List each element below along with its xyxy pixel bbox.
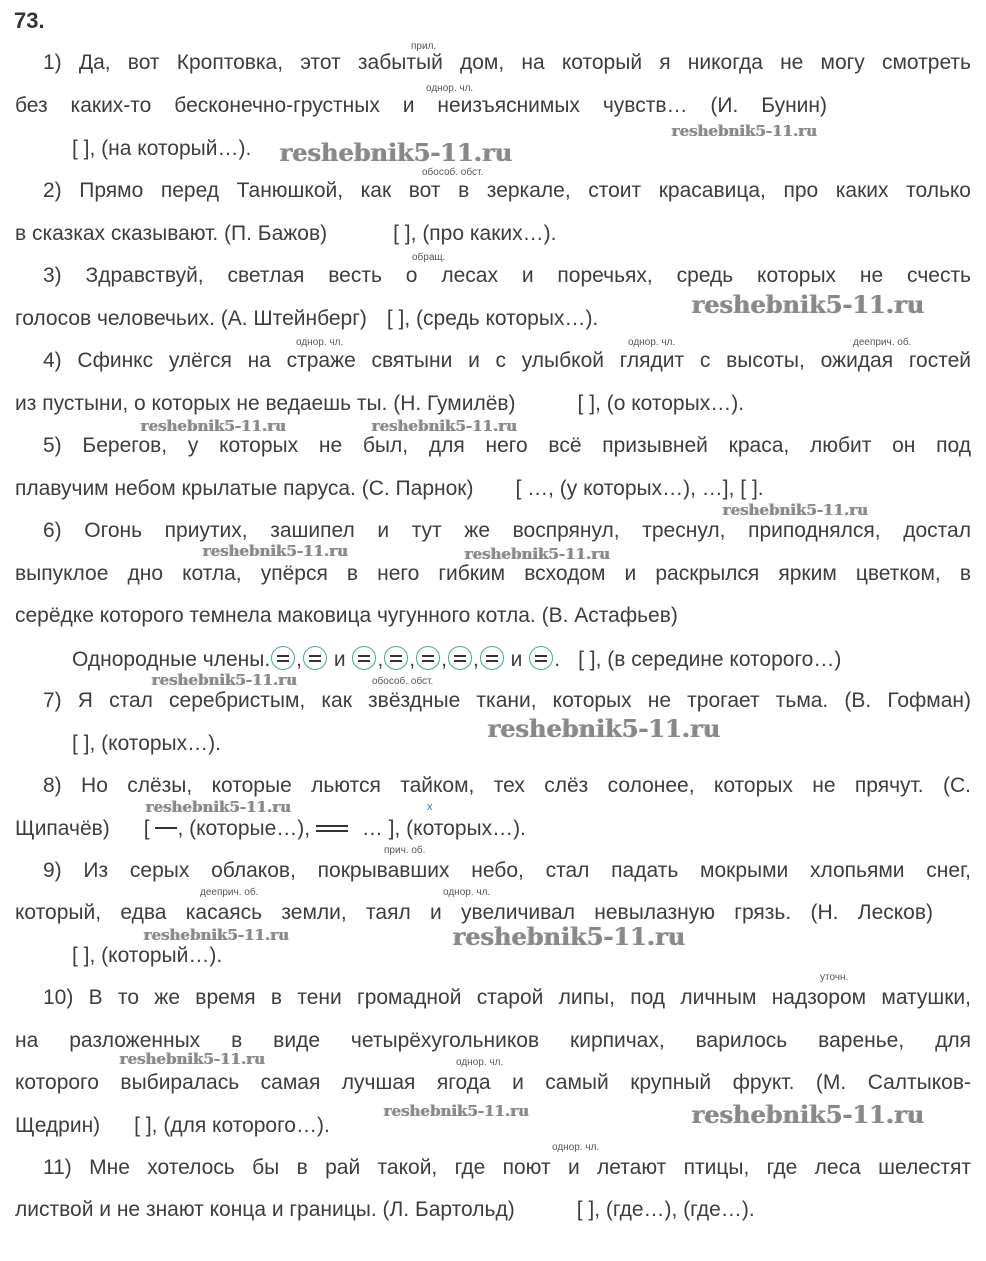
scheme-text: [ …, (у которых…), …], [ ]. — [515, 477, 764, 500]
sentence-text: плавучим небом крылатые паруса. (С. Парнок) — [15, 477, 474, 500]
sentence-text: голосов человечьих. (А. Штейнберг) — [15, 307, 367, 330]
watermark: reshebnik5-11.ru — [465, 545, 611, 563]
predicate-circle-icon — [384, 646, 408, 670]
grammar-note: однор. чл. — [296, 337, 344, 348]
predicate-circle-icon — [448, 646, 472, 670]
predicate-circle-icon — [271, 646, 295, 670]
grammar-note: обособ. обст. — [422, 167, 484, 178]
watermark: reshebnik5-11.ru — [203, 542, 349, 560]
grammar-note: уточн. — [820, 972, 849, 983]
grammar-note: однор. чл. — [628, 337, 676, 348]
grammar-note: однор. чл. — [426, 83, 474, 94]
predicate-circle-icon — [529, 646, 553, 670]
grammar-note: обращ. — [412, 252, 446, 263]
conjunction: и — [510, 648, 523, 671]
sentence-text: Щипачёв) — [15, 817, 110, 840]
text-line: 4) Сфинкс улёгся на страже святыни и с улыбкой глядит с высоты, ожидая гостей — [43, 349, 971, 372]
watermark: reshebnik5-11.ru — [146, 798, 292, 816]
text-line: 5) Берегов, у которых не был, для него всё призывней краса, любит он под — [43, 434, 971, 457]
grammar-note: однор. чл. — [443, 887, 491, 898]
predicate-circle-icon — [352, 646, 376, 670]
text-line — [15, 391, 971, 417]
grammar-note: прич. об. — [384, 845, 426, 856]
text-line: которого выбиралась самая лучшая ягода и самый крупный фрукт. (М. Салтыков- — [15, 1071, 971, 1094]
predicate-circle-icon — [416, 646, 440, 670]
scheme-text: [ ], (о которых…). — [577, 392, 745, 415]
scheme-text: , (которые…), — [177, 817, 311, 840]
watermark: reshebnik5-11.ru — [488, 714, 721, 743]
sentence-text: листвой и не знают конца и границы. (Л. Бартольд) — [15, 1198, 515, 1221]
text-line: серёдке которого темнела маковица чугунного котла. (В. Астафьев) — [15, 604, 678, 627]
text-line — [15, 476, 971, 502]
exercise-number: 73. — [14, 8, 45, 33]
grammar-note: однор. чл. — [552, 1142, 600, 1153]
text-line: без каких-то бесконечно-грустных и неизъяснимых чувств… (И. Бунин) — [15, 94, 827, 117]
sentence-text: в сказках сказывают. (П. Бажов) — [15, 222, 328, 245]
scheme-text: … ], (которых…). — [361, 817, 526, 840]
scheme-line: [ ], (которых…). — [72, 732, 221, 755]
watermark: reshebnik5-11.ru — [672, 122, 818, 140]
conjunction: и — [333, 648, 346, 671]
text-line: 11) Мне хотелось бы в рай такой, где поют и летают птицы, где леса шелестят — [43, 1156, 971, 1179]
scheme-line: [ ], (на который…). — [72, 137, 252, 160]
scheme-text: [ ], (в середине которого…) — [578, 648, 842, 671]
watermark: reshebnik5-11.ru — [120, 1050, 266, 1068]
text-line: 6) Огонь приутих, зашипел и тут же воспрянул, треснул, приподнялся, достал — [43, 519, 971, 542]
text-line — [15, 221, 971, 247]
scheme-line: [ ], (который…). — [72, 944, 223, 967]
text-line: 10) В то же время в тени громадной старой липы, под личным надзором матушки, — [43, 986, 971, 1009]
scheme-bracket: [ — [143, 817, 150, 840]
text-line: на разложенных в виде четырёхугольников кирпичах, варилось варенье, для — [15, 1029, 971, 1052]
scheme-text: [ ], (где…), (где…). — [576, 1198, 755, 1221]
scheme-text: [ ], (про каких…). — [393, 222, 557, 245]
scheme-text: [ ], (средь которых…). — [386, 307, 599, 330]
text-line: 7) Я стал серебристым, как звёздные ткани, которых не трогает тьма. (В. Гофман) — [43, 689, 971, 712]
watermark: reshebnik5-11.ru — [144, 926, 290, 944]
watermark: reshebnik5-11.ru — [692, 1100, 925, 1129]
watermark: reshebnik5-11.ru — [453, 922, 686, 951]
watermark: reshebnik5-11.ru — [141, 417, 287, 435]
text-line — [15, 1197, 971, 1223]
grammar-note: дееприч. об. — [200, 887, 259, 898]
text-line: выпуклое дно котла, упёрся в него гибким всходом и раскрылся ярким цветком, в — [15, 562, 971, 585]
watermark: reshebnik5-11.ru — [280, 138, 513, 167]
text-line: 3) Здравствуй, светлая весть о лесах и поречьях, средь которых не счесть — [43, 264, 971, 287]
grammar-note: х — [427, 801, 433, 813]
watermark: reshebnik5-11.ru — [384, 1102, 530, 1120]
text-line: 1) Да, вот Кроптовка, этот забытый дом, на который я никогда не могу смотреть — [43, 51, 971, 74]
homogeneous-members-line: Однородные члены. , и , , , , и . [ ], (в середине которого…) — [72, 648, 842, 671]
sentence-text: Щедрин) — [15, 1114, 101, 1137]
predicate-underline-icon — [316, 825, 348, 832]
grammar-note: однор. чл. — [456, 1057, 504, 1068]
text-line: который, едва касаясь земли, таял и увеличивал невылазную грязь. (Н. Лесков) — [15, 901, 933, 924]
watermark: reshebnik5-11.ru — [723, 501, 869, 519]
text-line — [15, 816, 971, 842]
watermark: reshebnik5-11.ru — [152, 671, 298, 689]
scheme-text: [ ], (для которого…). — [134, 1114, 330, 1137]
predicate-circle-icon — [480, 646, 504, 670]
text-line: 9) Из серых облаков, покрывавших небо, стал падать мокрыми хлопьями снег, — [43, 859, 971, 882]
grammar-note: обособ. обст. — [372, 676, 434, 687]
grammar-note: дееприч. об. — [853, 337, 912, 348]
text-line: 8) Но слёзы, которые льются тайком, тех слёз солонее, которых не прячут. (С. — [43, 774, 971, 797]
text-line: 2) Прямо перед Танюшкой, как вот в зеркале, стоит красавица, про каких только — [43, 179, 971, 202]
subject-underline-icon — [155, 827, 177, 829]
watermark: reshebnik5-11.ru — [372, 417, 518, 435]
watermark: reshebnik5-11.ru — [692, 290, 925, 319]
sentence-text: из пустыни, о которых не ведаешь ты. (Н. Гумилёв) — [15, 392, 516, 415]
homogeneous-label: Однородные члены. — [72, 648, 271, 671]
grammar-note: прил. — [411, 41, 437, 52]
predicate-circle-icon — [303, 646, 327, 670]
